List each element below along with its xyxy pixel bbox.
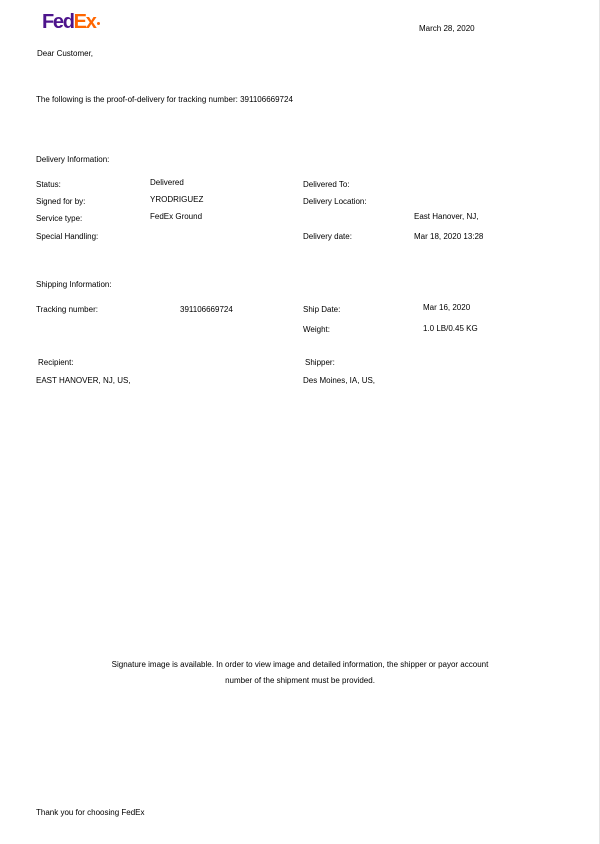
status-label: Status: (36, 180, 61, 189)
weight-label: Weight: (303, 325, 330, 334)
special-handling-label: Special Handling: (36, 232, 99, 241)
status-value: Delivered (150, 178, 184, 187)
delivery-location-value: East Hanover, NJ, (414, 212, 479, 221)
logo-fed-text: Fed (42, 11, 74, 33)
shipper-value: Des Moines, IA, US, (303, 376, 376, 385)
signature-note: Signature image is available. In order to view image and detailed information, the shipper or payor account number of the shipment must be provided. (111, 660, 489, 685)
logo-dot (97, 22, 100, 25)
delivery-location-label: Delivery Location: (303, 197, 367, 206)
delivery-heading: Delivery Information: (36, 155, 110, 164)
delivery-date-value: Mar 18, 2020 13:28 (414, 232, 484, 241)
recipient-value: EAST HANOVER, NJ, US, (36, 376, 131, 385)
logo-ex-text: Ex (73, 11, 96, 33)
weight-value: 1.0 LB/0.45 KG (423, 324, 478, 333)
delivery-date-label: Delivery date: (303, 232, 352, 241)
greeting: Dear Customer, (37, 49, 94, 58)
service-type-value: FedEx Ground (150, 212, 203, 221)
letter-date: March 28, 2020 (419, 24, 475, 33)
intro-text: The following is the proof-of-delivery for tracking number: 391106669724 (36, 95, 293, 104)
tracking-number-value: 391106669724 (180, 305, 233, 314)
recipient-label: Recipient: (38, 358, 74, 367)
closing-text: Thank you for choosing FedEx (36, 808, 145, 817)
shipper-label: Shipper: (305, 358, 335, 367)
service-type-label: Service type: (36, 214, 83, 223)
ship-date-label: Ship Date: (303, 305, 341, 314)
delivered-to-label: Delivered To: (303, 180, 350, 189)
fedex-logo (42, 11, 100, 33)
shipping-heading: Shipping Information: (36, 280, 112, 289)
signed-for-value: YRODRIGUEZ (150, 195, 204, 204)
tracking-number-label: Tracking number: (36, 305, 98, 314)
signed-for-label: Signed for by: (36, 197, 86, 206)
ship-date-value: Mar 16, 2020 (423, 303, 471, 312)
